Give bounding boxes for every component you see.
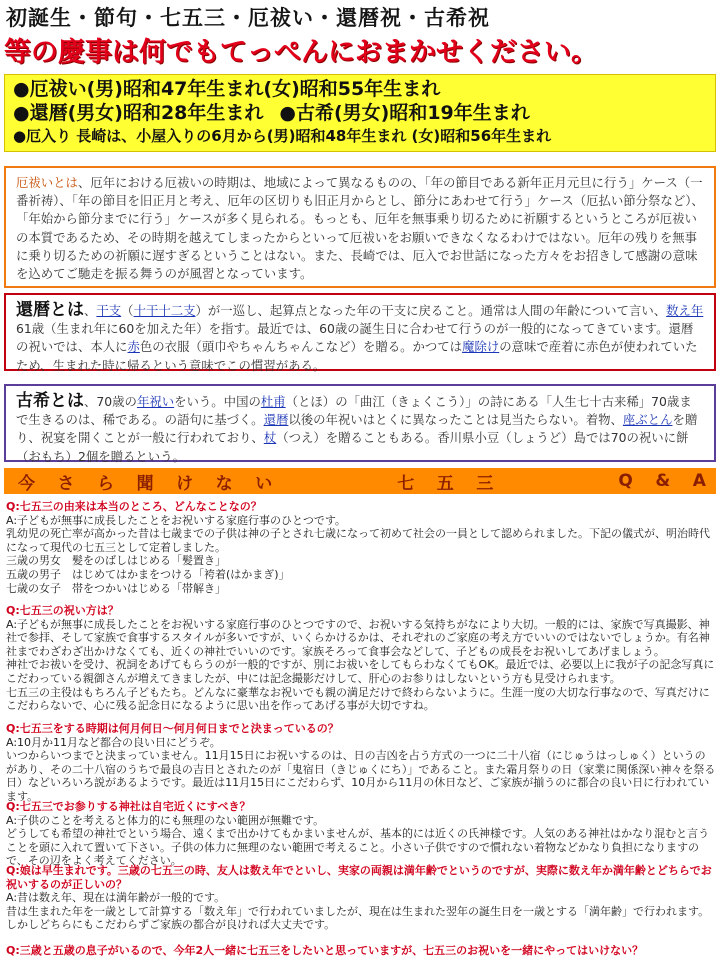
answer: A:子どもが無事に成長したことをお祝いする家庭行事のひとつです。	[6, 513, 346, 527]
qa-item-4	[6, 800, 716, 868]
kanreki-section	[4, 293, 716, 371]
qa-title-char: 聞	[136, 473, 154, 494]
qa-title-char: 七	[397, 473, 415, 494]
kanreki-text: 、	[84, 303, 97, 318]
ritual-gosai: 五歳の男子 はじめてはかまをつける「袴着(はかまぎ)」	[6, 567, 290, 581]
qa-item-1	[6, 500, 716, 595]
header-occasions: 初誕生・節句・七五三・厄祓い・還暦祝・古希祝	[6, 5, 490, 30]
qa-title-char: な	[215, 473, 233, 494]
koki-text: を贈り、祝宴を開くことが一般に行われており、	[16, 412, 698, 446]
question: Q:七五三でお参りする神社は自宅近くにすべき？	[6, 800, 251, 813]
answer-detail: どうしても希望の神社でという場合、遠くまで出かけてもかまいませんが、基本的には近くの氏神様です。人気のある神社はかなり混むと言うことを頭に入れて置いて下さい。子供の体力に無理のない範囲で考えること。小さい子供ですので慣れない着物などかなり負担になりますので、その辺をよく考えてください。	[6, 827, 710, 868]
qa-title-char: さ	[57, 473, 75, 494]
question: Q:娘は早生まれです。三歳の七五三の時、友人は数え年でといし、実家の両親は満年齢でというのですが、実際に数え年か満年齢とどちらでお祝いするのが正しいの？	[6, 864, 712, 891]
koki-years: ●古希(男女)昭和19年生まれ	[279, 102, 530, 124]
answer-detail: いつからいつまでと決まっていません。11月15日にお祝いするのは、日の吉凶を占う方式の一つに二十八宿（にじゅうはっしゅく）というのがあり、その二十八宿のうちで最良の吉日とされたのが「鬼宿日（きじゅくにち）」であること。また霜月祭りの日（家業に関係深い神々を祭る日）などいろいろ説があるようです。最近は11月15日にこだわらず、10月から11月の休日など、ご家族が揃うのに都合の良い日に行われています。	[6, 749, 716, 803]
yakuiri-years: ●厄入り 長崎は、小屋入りの6月から(男)昭和48年生まれ (女)昭和56年生まれ	[13, 127, 552, 145]
answer: A:10月か11月など都合の良い日にどうぞ。	[6, 735, 221, 749]
ritual-sannsai: 三歳の男女 髪をのばしはじめる「髪置き」	[6, 554, 226, 568]
qa-title-char: A	[692, 471, 706, 491]
kanreki-text: ）が一巡し、起算点となった年の干支に戻ること。通常は人間の年齢について言い、	[195, 303, 667, 318]
qa-title-bar	[4, 468, 716, 494]
qa-title-char: い	[255, 473, 273, 494]
kanreki-koki-years	[13, 101, 707, 125]
qa-title-char: 五	[436, 473, 454, 494]
koki-text: 以後の年祝いはとくに異なったことは見当たらない。着物、	[288, 412, 623, 428]
kanreki-text: 61歳（生まれ年に60を加えた年）を指す。最近では、60歳の誕生日に合わせて行うのが一般的になってきています。還暦の祝いでは、本人に	[16, 321, 694, 355]
yakubarai-heading: 厄祓いとは	[16, 175, 78, 190]
qa-title-char: 三	[476, 473, 494, 494]
qa-title-char: ら	[97, 473, 115, 494]
link-toho[interactable]: 杜甫	[260, 394, 286, 409]
question: Q:七五三の由来は本当のところ、どんなことなの？	[6, 500, 262, 513]
link-zabuton[interactable]: 座ぶとん	[622, 412, 673, 428]
yakubarai-section	[4, 166, 716, 288]
kanreki-years: ●還暦(男女)昭和28年生まれ	[13, 102, 264, 124]
answer-detail: 昔は生まれた年を一歳として計算する「数え年」で行われていましたが、現在は生まれた翌年の誕生日を一歳とする「満年齢」で行われます。しかしどちらにもこだわらずご家族の都合が良ければ大丈夫です。	[6, 904, 710, 932]
yakubarai-years: ●厄祓い(男)昭和47年生まれ(女)昭和55年生まれ	[13, 78, 441, 100]
yakubarai-text: 、厄年における厄祓いの時期は、地域によって異なるものの、「年の節目である新年正月元旦に行う」ケース（一番祈祷）、「年の節目を旧正月と考え、厄年の区切りも旧正月からとし、節分にあわせて行う」ケース（厄払い節分祭など）、「年始から節分までに行う」ケースが多く見られる。もっとも、厄年を無事乗り切るために祈願するというところが厄祓いの本質であるため、その時期を越えてしまったからといって厄祓いをお願いできなくなるわけではない。厄年の残りを無事に乗り切るための祈願に遅すぎるということはない。また、長崎では、厄入でお世話になった方々をお招きして感謝の意味を込めてご馳走を振る舞うのが風習となっています。	[16, 175, 704, 282]
link-eto[interactable]: 干支	[96, 303, 122, 318]
answer: A:子供のことを考えると体力的にも無理のない範囲が無難です。	[6, 813, 325, 827]
koki-text: 、70歳の	[84, 394, 137, 409]
birth-years-box	[4, 74, 716, 152]
answer-detail: 七五三の主役はもちろん子どもたち。どんなに豪華なお祝いでも親の満足だけで終わらないように。生涯一度の大切な行事なので、写真だけにこだわらないで、心に残る記念日になるように思い出を作ってあげる事が大切ですね。	[6, 685, 710, 713]
koki-heading: 古希とは	[16, 391, 84, 411]
link-mayoke[interactable]: 魔除け	[462, 339, 500, 355]
koki-text: をいう。中国の	[174, 394, 261, 409]
answer: A:子どもが無事に成長したことをお祝いする家庭行事のひとつですので、お祝いする気持ちがなにより大切。一般的には、家族で写真撮影、神社で参拝、そして家族で食事するスタイルが多いですが、いくらかけるかは、それぞれのご家庭の考え方でいいのではないでしょうか。有名神社までわざわざ出かけなくても、近くの神社でいいのです。家族そろって食事会などして、子どもの成長をお祝いしてあげましょう。	[6, 617, 710, 658]
question: Q:七五三の祝い方は？	[6, 604, 119, 617]
answer-detail: 神社でお祓いを受け、祝詞をあげてもらうのが一般的ですが、別にお祓いをしてもらわなくてもOK。最近では、必要以上に我が子の記念写真にこだわっている親御さんが増えてきましたが、中には記念撮影だけして、肝心のお参りはしないという方も見受けられます。	[6, 658, 715, 685]
koki-text: （つえ）を贈ることもある。香川県小豆（しょうど）島では70の祝いに餅（おもち）2個を贈るという。	[16, 430, 689, 464]
qa-title-char: &	[655, 471, 671, 491]
qa-title-char: 今	[18, 473, 35, 494]
link-aka[interactable]: 赤	[127, 339, 140, 355]
link-kanreki[interactable]: 還暦	[263, 412, 289, 428]
question: Q:七五三をする時期は何月何日～何月何日までと決まっているの？	[6, 722, 339, 735]
link-kazoedoshi[interactable]: 数え年	[666, 303, 704, 318]
qa-item-3	[6, 722, 716, 804]
question: Q:三歳と五歳の息子がいるので、今年2人一緒に七五三をしたいと思っていますが、七五三のお祝いを一緒にやってはいけない？	[6, 944, 644, 957]
qa-item-2	[6, 604, 716, 713]
qa-title-char: け	[176, 473, 194, 494]
answer-detail: 乳幼児の死亡率が高かった昔は七歳までの子供は神の子とされ七歳になって初めて社会の一員として認められました。下記の儀式が、明治時代になって現代の七五三として定着しました。	[6, 527, 710, 554]
kanreki-text: の意味で産着に赤色が使われていたため、生まれた時に帰るという意味でこの慣習がある。	[16, 339, 698, 373]
qa-item-5	[6, 864, 716, 932]
qa-item-6	[6, 944, 716, 958]
kanreki-text: （	[121, 303, 134, 318]
ritual-nanasai: 七歳の女子 帯をつかいはじめる「帯解き」	[6, 581, 226, 595]
link-jikkan-junishi[interactable]: 十干十二支	[133, 303, 196, 318]
answer: A:昔は数え年、現在は満年齢が一般的です。	[6, 891, 226, 905]
koki-text: （とほ）の「曲江（きょくこう）」の詩にある「人生七十古来稀」70歳まで生きるのは、稀である。の語句に基づく。	[16, 394, 692, 428]
header-tagline: 等の慶事は何でもてっぺんにおまかせください。	[4, 37, 598, 68]
kanreki-heading: 還暦とは	[16, 300, 84, 320]
koki-section	[4, 384, 716, 462]
link-tsue[interactable]: 杖	[263, 430, 277, 446]
link-toshiiwai[interactable]: 年祝い	[136, 394, 175, 409]
kanreki-text: 色の衣服（頭巾やちゃんちゃんこなど）を贈る。かつては	[139, 339, 463, 355]
qa-title-char: Q	[618, 471, 633, 491]
